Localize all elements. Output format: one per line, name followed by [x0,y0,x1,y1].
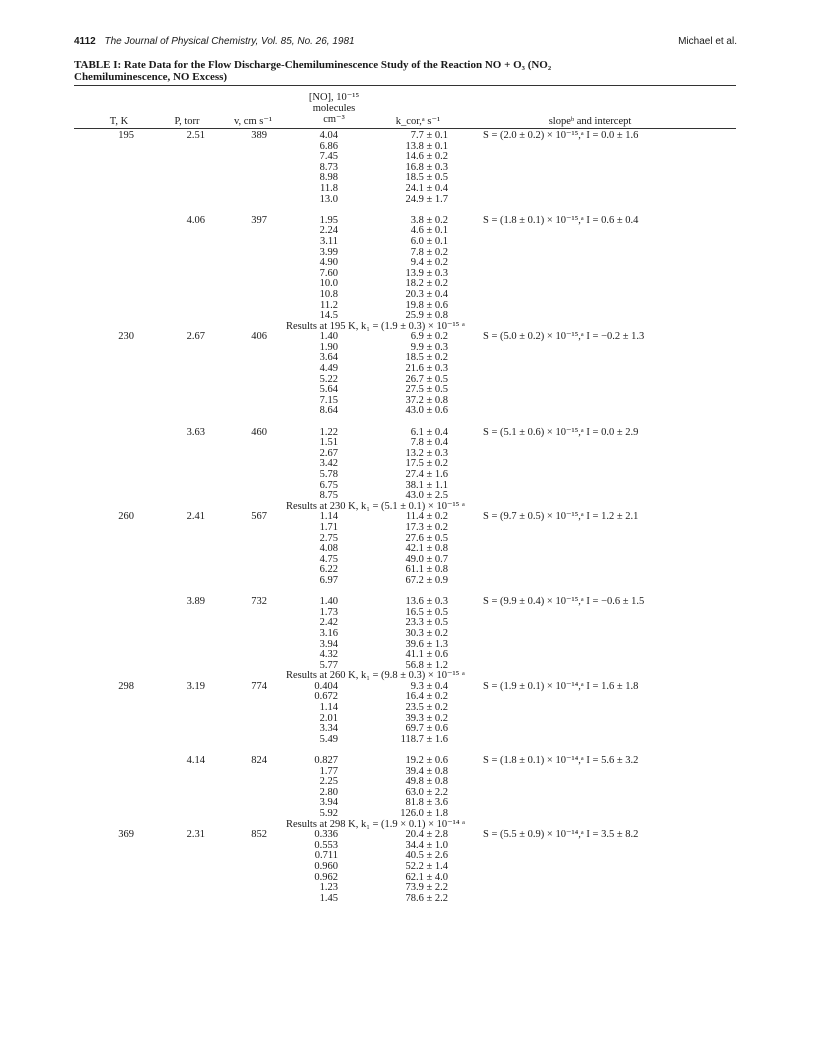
table-row [74,523,736,534]
cell-slope-intercept: S = (1.9 ± 0.1) × 10⁻¹⁴,ᵃ I = 1.6 ± 1.8 [483,680,639,692]
cell-k-cor: 41.1 ± 0.6 [405,649,448,661]
cell-no-concentration: 0.404 [314,680,338,692]
cell-velocity: 732 [251,596,267,608]
results-summary-row: Results at 260 K, k₁ = (9.8 ± 0.3) × 10⁻¹⁵ ᵃ [286,670,465,682]
results-summary-row: Results at 195 K, k₁ = (1.9 ± 0.3) × 10⁻¹⁵ ᵃ [286,320,465,332]
cell-no-concentration: 4.04 [319,130,338,141]
table-row [74,237,736,248]
cell-no-concentration: 1.90 [319,341,338,353]
cell-pressure: 2.67 [186,331,205,343]
cell-k-cor: 24.1 ± 0.4 [405,182,448,194]
cell-no-concentration: 5.92 [319,808,338,819]
cell-k-cor: 23.3 ± 0.5 [405,617,448,629]
cell-k-cor: 9.3 ± 0.4 [410,680,448,692]
cell-no-concentration: 5.49 [319,733,338,745]
cell-k-cor: 7.8 ± 0.4 [410,437,448,449]
cell-slope-intercept: S = (9.7 ± 0.5) × 10⁻¹⁵,ᵃ I = 1.2 ± 2.1 [483,511,639,523]
column-header-no-concentration [302,92,366,125]
cell-no-concentration: 11.8 [320,182,338,194]
cell-k-cor: 17.3 ± 0.2 [405,521,448,533]
cell-k-cor: 7.8 ± 0.2 [410,246,448,258]
cell-k-cor: 11.4 ± 0.2 [405,511,448,523]
cell-no-concentration: 1.40 [319,331,338,343]
cell-slope-intercept: S = (2.0 ± 0.2) × 10⁻¹⁵,ᵃ I = 0.0 ± 1.6 [483,130,639,141]
cell-k-cor: 118.7 ± 1.6 [400,733,448,745]
cell-velocity: 406 [251,331,267,343]
cell-no-concentration: 2.01 [319,712,338,724]
table-row [74,248,736,259]
cell-k-cor: 73.9 ± 2.2 [405,882,448,894]
cell-k-cor: 39.4 ± 0.8 [405,765,448,777]
cell-no-concentration: 1.73 [319,606,338,618]
cell-k-cor: 4.6 ± 0.1 [410,225,448,237]
cell-pressure: 2.41 [186,511,205,523]
table-row [74,332,736,343]
cell-no-concentration: 0.960 [314,860,338,872]
cell-no-concentration: 6.22 [319,564,338,576]
cell-pressure: 3.19 [186,680,205,692]
cell-k-cor: 61.1 ± 0.8 [405,564,448,576]
cell-k-cor: 6.9 ± 0.2 [410,331,448,343]
cell-no-concentration: 2.75 [319,532,338,544]
cell-k-cor: 69.7 ± 0.6 [405,723,448,735]
cell-no-concentration: 0.962 [314,871,338,883]
cell-no-concentration: 0.827 [314,755,338,767]
table-top-rule [74,85,736,86]
cell-no-concentration: 11.2 [320,299,338,311]
cell-k-cor: 3.8 ± 0.2 [410,214,448,226]
table-row [74,809,736,820]
cell-temperature: 298 [118,680,134,692]
journal-citation: The Journal of Physical Chemistry, Vol. 85, No. 26, 1981 [104,36,355,47]
results-summary-row: Results at 298 K, k₁ = (1.9 × 0.1) × 10⁻¹⁴ ᵃ [286,818,465,830]
cell-velocity: 774 [251,680,267,692]
cell-no-concentration: 0.672 [314,691,338,703]
cell-k-cor: 20.4 ± 2.8 [405,829,448,841]
cell-k-cor: 30.3 ± 0.2 [405,627,448,639]
cell-pressure: 4.14 [186,755,205,767]
cell-pressure: 3.89 [186,596,205,608]
cell-no-concentration: 1.40 [319,596,338,608]
table-row [74,184,736,195]
cell-slope-intercept: S = (1.8 ± 0.1) × 10⁻¹⁴,ᵃ I = 5.6 ± 3.2 [483,755,639,767]
cell-pressure: 4.06 [186,214,205,226]
column-header-no-line-2: molecules [312,103,356,114]
cell-no-concentration: 8.75 [319,490,338,502]
cell-no-concentration: 3.16 [319,627,338,639]
cell-k-cor: 18.5 ± 0.2 [405,352,448,364]
cell-velocity: 460 [251,426,267,438]
cell-no-concentration: 14.5 [319,310,338,322]
cell-k-cor: 34.4 ± 1.0 [405,839,448,851]
cell-k-cor: 39.3 ± 0.2 [405,712,448,724]
cell-k-cor: 67.2 ± 0.9 [405,574,448,586]
cell-k-cor: 23.5 ± 0.2 [405,702,448,714]
cell-slope-intercept: S = (5.1 ± 0.6) × 10⁻¹⁵,ᵃ I = 0.0 ± 2.9 [483,426,639,438]
cell-no-concentration: 3.34 [319,723,338,735]
cell-no-concentration: 8.73 [319,161,338,173]
column-header-no-line-3: cm⁻³ [323,114,345,125]
cell-no-concentration: 3.64 [319,352,338,364]
table-row [74,226,736,237]
cell-temperature: 369 [118,829,134,841]
cell-k-cor: 19.8 ± 0.6 [405,299,448,311]
cell-k-cor: 13.9 ± 0.3 [405,267,448,279]
column-header-pressure: P, torr [174,116,200,127]
cell-no-concentration: 1.71 [319,521,338,533]
page-number: 4112 [74,36,96,47]
cell-k-cor: 19.2 ± 0.6 [405,755,448,767]
cell-k-cor: 6.0 ± 0.1 [410,235,448,247]
results-summary-row: Results at 230 K, k₁ = (5.1 ± 0.1) × 10⁻¹⁵ ᵃ [286,500,465,512]
cell-k-cor: 9.4 ± 0.2 [410,257,448,269]
cell-velocity: 397 [251,214,267,226]
cell-no-concentration: 6.75 [319,479,338,491]
cell-no-concentration: 0.336 [314,829,338,841]
table-row [74,195,736,206]
cell-no-concentration: 1.95 [319,214,338,226]
table-row [74,894,736,905]
table-row [74,735,736,746]
cell-no-concentration: 6.97 [319,574,338,586]
cell-k-cor: 13.2 ± 0.3 [405,447,448,459]
cell-no-concentration: 2.24 [319,225,338,237]
column-header-no-line-1: [NO], 10⁻¹⁵ [308,92,360,103]
cell-k-cor: 40.5 ± 2.6 [405,850,448,862]
table-caption [74,59,674,83]
cell-k-cor: 52.2 ± 1.4 [405,860,448,872]
cell-k-cor: 16.5 ± 0.5 [405,606,448,618]
column-header-velocity: v, cm s⁻¹ [233,116,273,127]
cell-no-concentration: 3.42 [319,458,338,470]
cell-k-cor: 27.4 ± 1.6 [405,469,448,480]
cell-k-cor: 37.2 ± 0.8 [405,394,448,406]
cell-no-concentration: 5.64 [319,384,338,396]
cell-k-cor: 17.5 ± 0.2 [405,458,448,470]
cell-pressure: 3.63 [186,426,205,438]
table-row [74,216,736,227]
cell-no-concentration: 10.8 [319,288,338,300]
cell-pressure: 2.31 [186,829,205,841]
cell-no-concentration: 2.25 [319,776,338,788]
cell-k-cor: 6.1 ± 0.4 [410,426,448,438]
cell-slope-intercept: S = (1.8 ± 0.1) × 10⁻¹⁵,ᵃ I = 0.6 ± 0.4 [483,214,639,226]
cell-k-cor: 16.8 ± 0.3 [405,161,448,173]
table-row [74,576,736,587]
cell-no-concentration: 6.86 [319,140,338,152]
cell-no-concentration: 5.78 [319,469,338,480]
cell-k-cor: 18.2 ± 0.2 [405,278,448,290]
table-caption-line-1: TABLE I: Rate Data for the Flow Discharge-Chemiluminescence Study of the Reaction NO + O₃ (NO₂ [74,59,552,71]
cell-no-concentration: 2.80 [319,786,338,798]
cell-k-cor: 27.6 ± 0.5 [405,532,448,544]
cell-no-concentration: 13.0 [319,193,338,205]
cell-no-concentration: 3.11 [320,235,338,247]
cell-no-concentration: 10.0 [319,278,338,290]
cell-no-concentration: 8.98 [319,172,338,184]
cell-pressure: 2.51 [186,130,205,141]
cell-no-concentration: 7.60 [319,267,338,279]
cell-k-cor: 7.7 ± 0.1 [410,130,448,141]
cell-no-concentration: 4.32 [319,649,338,661]
cell-no-concentration: 5.77 [319,659,338,671]
author-running-head: Michael et al. [678,36,737,47]
cell-no-concentration: 3.99 [319,246,338,258]
cell-k-cor: 18.5 ± 0.5 [405,172,448,184]
cell-no-concentration: 1.23 [319,882,338,894]
cell-k-cor: 20.3 ± 0.4 [405,288,448,300]
column-header-slope-intercept: slopeᵇ and intercept [548,116,632,127]
cell-no-concentration: 7.45 [319,151,338,163]
cell-k-cor: 13.6 ± 0.3 [405,596,448,608]
table-header-rule [74,128,736,129]
table-row [74,406,736,417]
cell-no-concentration: 4.75 [319,553,338,565]
cell-k-cor: 126.0 ± 1.8 [400,808,448,819]
cell-k-cor: 27.5 ± 0.5 [405,384,448,396]
cell-k-cor: 24.9 ± 1.7 [405,193,448,205]
cell-k-cor: 39.6 ± 1.3 [405,638,448,650]
running-header [74,36,737,52]
cell-no-concentration: 4.49 [319,363,338,375]
cell-k-cor: 9.9 ± 0.3 [410,341,448,353]
cell-no-concentration: 7.15 [319,394,338,406]
table-row [74,428,736,439]
cell-no-concentration: 2.42 [319,617,338,629]
cell-velocity: 567 [251,511,267,523]
cell-k-cor: 26.7 ± 0.5 [405,373,448,385]
cell-no-concentration: 4.08 [319,543,338,555]
cell-k-cor: 49.8 ± 0.8 [405,776,448,788]
cell-no-concentration: 1.14 [319,511,338,523]
cell-k-cor: 43.0 ± 2.5 [405,490,448,502]
cell-k-cor: 63.0 ± 2.2 [405,786,448,798]
table-body [74,131,736,904]
table-caption-line-2: Chemiluminescence, NO Excess) [74,71,228,83]
cell-k-cor: 56.8 ± 1.2 [405,659,448,671]
cell-k-cor: 78.6 ± 2.2 [405,892,448,904]
cell-no-concentration: 1.22 [319,426,338,438]
cell-no-concentration: 0.711 [314,850,338,862]
column-header-k-cor: k_cor,ᵃ s⁻¹ [395,116,441,127]
cell-no-concentration: 1.45 [319,892,338,904]
cell-no-concentration: 1.14 [319,702,338,714]
cell-k-cor: 38.1 ± 1.1 [405,479,448,491]
cell-no-concentration: 5.22 [319,373,338,385]
cell-no-concentration: 3.94 [319,797,338,809]
cell-temperature: 230 [118,331,134,343]
cell-no-concentration: 4.90 [319,257,338,269]
cell-no-concentration: 1.51 [319,437,338,449]
table-row [74,470,736,481]
cell-temperature: 260 [118,511,134,523]
table-row [74,290,736,301]
cell-k-cor: 16.4 ± 0.2 [405,691,448,703]
cell-no-concentration: 2.67 [319,447,338,459]
cell-slope-intercept: S = (9.9 ± 0.4) × 10⁻¹⁵,ᵃ I = −0.6 ± 1.5 [483,596,645,608]
header-left [74,36,355,47]
cell-k-cor: 21.6 ± 0.3 [405,363,448,375]
cell-k-cor: 43.0 ± 0.6 [405,405,448,417]
cell-temperature: 195 [118,130,134,141]
table-row [74,629,736,640]
cell-velocity: 852 [251,829,267,841]
cell-velocity: 824 [251,755,267,767]
cell-k-cor: 62.1 ± 4.0 [405,871,448,883]
table-row [74,862,736,873]
cell-slope-intercept: S = (5.0 ± 0.2) × 10⁻¹⁵,ᵃ I = −0.2 ± 1.3 [483,331,645,343]
cell-k-cor: 25.9 ± 0.8 [405,310,448,322]
cell-no-concentration: 0.553 [314,839,338,851]
cell-k-cor: 49.0 ± 0.7 [405,553,448,565]
cell-no-concentration: 1.77 [319,765,338,777]
column-header-temperature: T, K [109,116,129,127]
cell-no-concentration: 3.94 [319,638,338,650]
table-row [74,131,736,142]
cell-k-cor: 81.8 ± 3.6 [405,797,448,809]
cell-k-cor: 13.8 ± 0.1 [405,140,448,152]
cell-no-concentration: 8.64 [319,405,338,417]
cell-velocity: 389 [251,130,267,141]
cell-slope-intercept: S = (5.5 ± 0.9) × 10⁻¹⁴,ᵃ I = 3.5 ± 8.2 [483,829,639,841]
cell-k-cor: 42.1 ± 0.8 [405,543,448,555]
cell-k-cor: 14.6 ± 0.2 [405,151,448,163]
